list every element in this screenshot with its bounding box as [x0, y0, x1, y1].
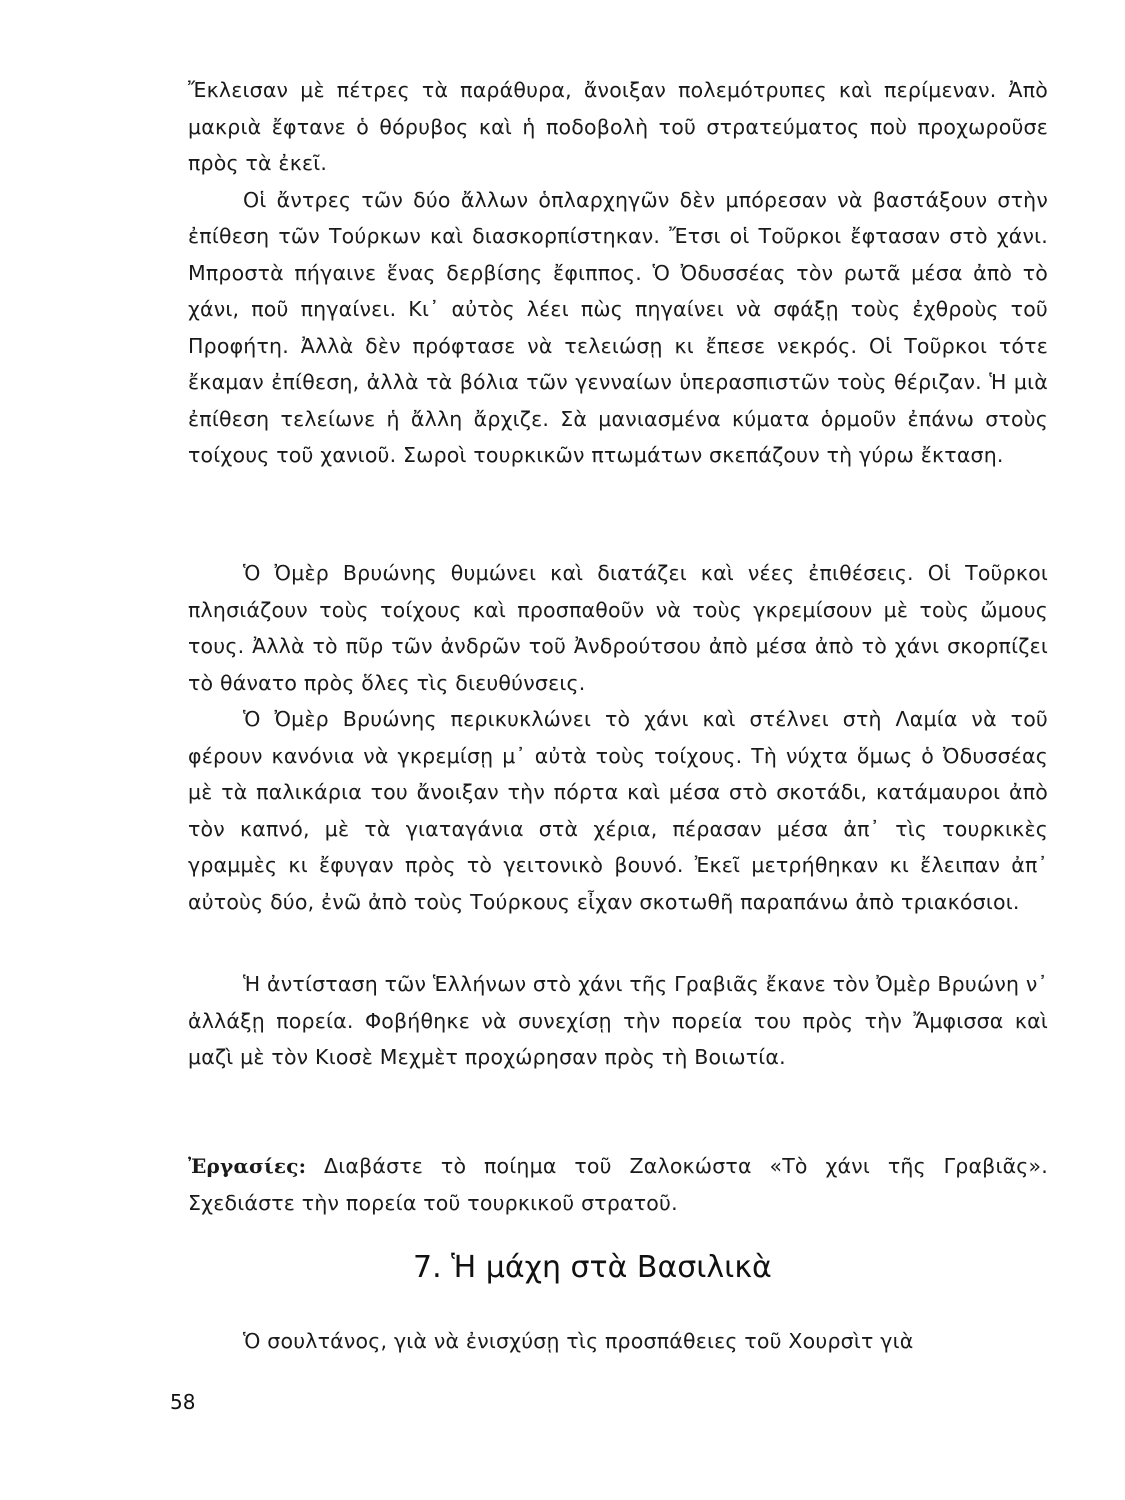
- section-heading: 7. Ἡ μάχη στὰ Βασιλικὰ: [413, 1250, 772, 1285]
- tasks-label: Ἐργασίες:: [188, 1154, 307, 1178]
- paragraph-turks-arrival: Οἱ ἄντρες τῶν δύο ἄλλων ὁπλαρχηγῶν δὲν μπόρεσαν νὰ βαστάξουν στὴν ἐπίθεση τῶν Τούρκων καὶ διασκορπίστηκαν. Ἔτσι οἱ Τοῦρκοι ἔφτασαν στὸ χάνι. Μπροστὰ πήγαινε ἕνας δερβίσης ἔφιππος. Ὁ Ὀδυσσέας τὸν ρωτᾶ μέσα ἀπὸ τὸ χάνι, ποῦ πηγαίνει. Κι᾿ αὐτὸς λέει πὼς πηγαίνει νὰ σφάξῃ τοὺς ἐχθροὺς τοῦ Προφήτη. Ἀλλὰ δὲν πρόφτασε νὰ τελειώσῃ κι ἔπεσε νεκρός. Οἱ Τοῦρκοι τότε ἔκαμαν ἐπίθεση, ἀλλὰ τὰ βόλια τῶν γενναίων ὑπερασπιστῶν τοὺς θέριζαν. Ἡ μιὰ ἐπίθεση τελείωνε ἡ ἄλλη ἄρχιζε. Σὰ μανιασμένα κύματα ὁρμοῦν ἐπάνω στοὺς τοίχους τοῦ χανιοῦ. Σωροὶ τουρκικῶν πτωμάτων σκεπάζουν τὴ γύρω ἔκταση.: [188, 187, 1048, 467]
- paragraph-resistance-outcome: Ἡ ἀντίσταση τῶν Ἑλλήνων στὸ χάνι τῆς Γραβιᾶς ἔκανε τὸν Ὀμὲρ Βρυώνη ν᾿ ἀλλάξῃ πορεία. Φοβήθηκε νὰ συνεχίσῃ τὴν πορεία του πρὸς τὴν Ἄμφισσα καὶ μαζὶ μὲ τὸν Κιοσὲ Μεχμὲτ προχώρησαν πρὸς τὴ Βοιωτία.: [188, 972, 1048, 1069]
- paragraph-sultan-start: Ὁ σουλτάνος, γιὰ νὰ ἐνισχύσῃ τὶς προσπάθειες τοῦ Χουρσὶτ γιὰ: [243, 1329, 914, 1353]
- text-block-continuation: [188, 1323, 1048, 1360]
- text-block-intro: [188, 72, 1048, 474]
- tasks-section: [188, 1148, 1048, 1221]
- paragraph-windows: Ἔκλεισαν μὲ πέτρες τὰ παράθυρα, ἄνοιξαν πολεμότρυπες καὶ περίμεναν. Ἀπὸ μακριὰ ἔφτανε ὁ θόρυβος καὶ ἡ ποδοβολὴ τοῦ στρατεύματος ποὺ προχωροῦσε πρὸς τὰ ἐκεῖ.: [188, 78, 1048, 175]
- text-block-resistance: [188, 966, 1048, 1076]
- paragraph-new-attacks: Ὁ Ὀμὲρ Βρυώνης θυμώνει καὶ διατάζει καὶ νέες ἐπιθέσεις. Οἱ Τοῦρκοι πλησιάζουν τοὺς τοίχους καὶ προσπαθοῦν νὰ τοὺς γκρεμίσουν μὲ τοὺς ὤμους τους. Ἀλλὰ τὸ πῦρ τῶν ἀνδρῶν τοῦ Ἀνδρούτσου ἀπὸ μέσα ἀπὸ τὸ χάνι σκορπίζει τὸ θάνατο πρὸς ὅλες τὶς διευθύνσεις.: [188, 561, 1048, 695]
- page-number: 58: [170, 1390, 196, 1414]
- paragraph-night-escape: Ὁ Ὀμὲρ Βρυώνης περικυκλώνει τὸ χάνι καὶ στέλνει στὴ Λαμία νὰ τοῦ φέρουν κανόνια νὰ γκρεμίσῃ μ᾿ αὐτὰ τοὺς τοίχους. Τὴ νύχτα ὅμως ὁ Ὀδυσσέας μὲ τὰ παλικάρια του ἄνοιξαν τὴν πόρτα καὶ μέσα στὸ σκοτάδι, κατάμαυροι ἀπὸ τὸν καπνό, μὲ τὰ γιαταγάνια στὰ χέρια, πέρασαν μέσα ἀπ᾿ τὶς τουρκικὲς γραμμὲς κι ἔφυγαν πρὸς τὸ γειτονικὸ βουνό. Ἐκεῖ μετρήθηκαν κι ἔλειπαν ἀπ᾿ αὐτοὺς δύο, ἐνῶ ἀπὸ τοὺς Τούρκους εἶχαν σκοτωθῆ παραπάνω ἀπὸ τριακόσιοι.: [188, 707, 1048, 914]
- tasks-text: Διαβάστε τὸ ποίημα τοῦ Ζαλοκώστα «Τὸ χάνι τῆς Γραβιᾶς». Σχεδιάστε τὴν πορεία τοῦ τουρκικοῦ στρατοῦ.: [188, 1154, 1048, 1215]
- text-block-omer-briones: [188, 555, 1048, 920]
- tasks-paragraph: [188, 1148, 1048, 1221]
